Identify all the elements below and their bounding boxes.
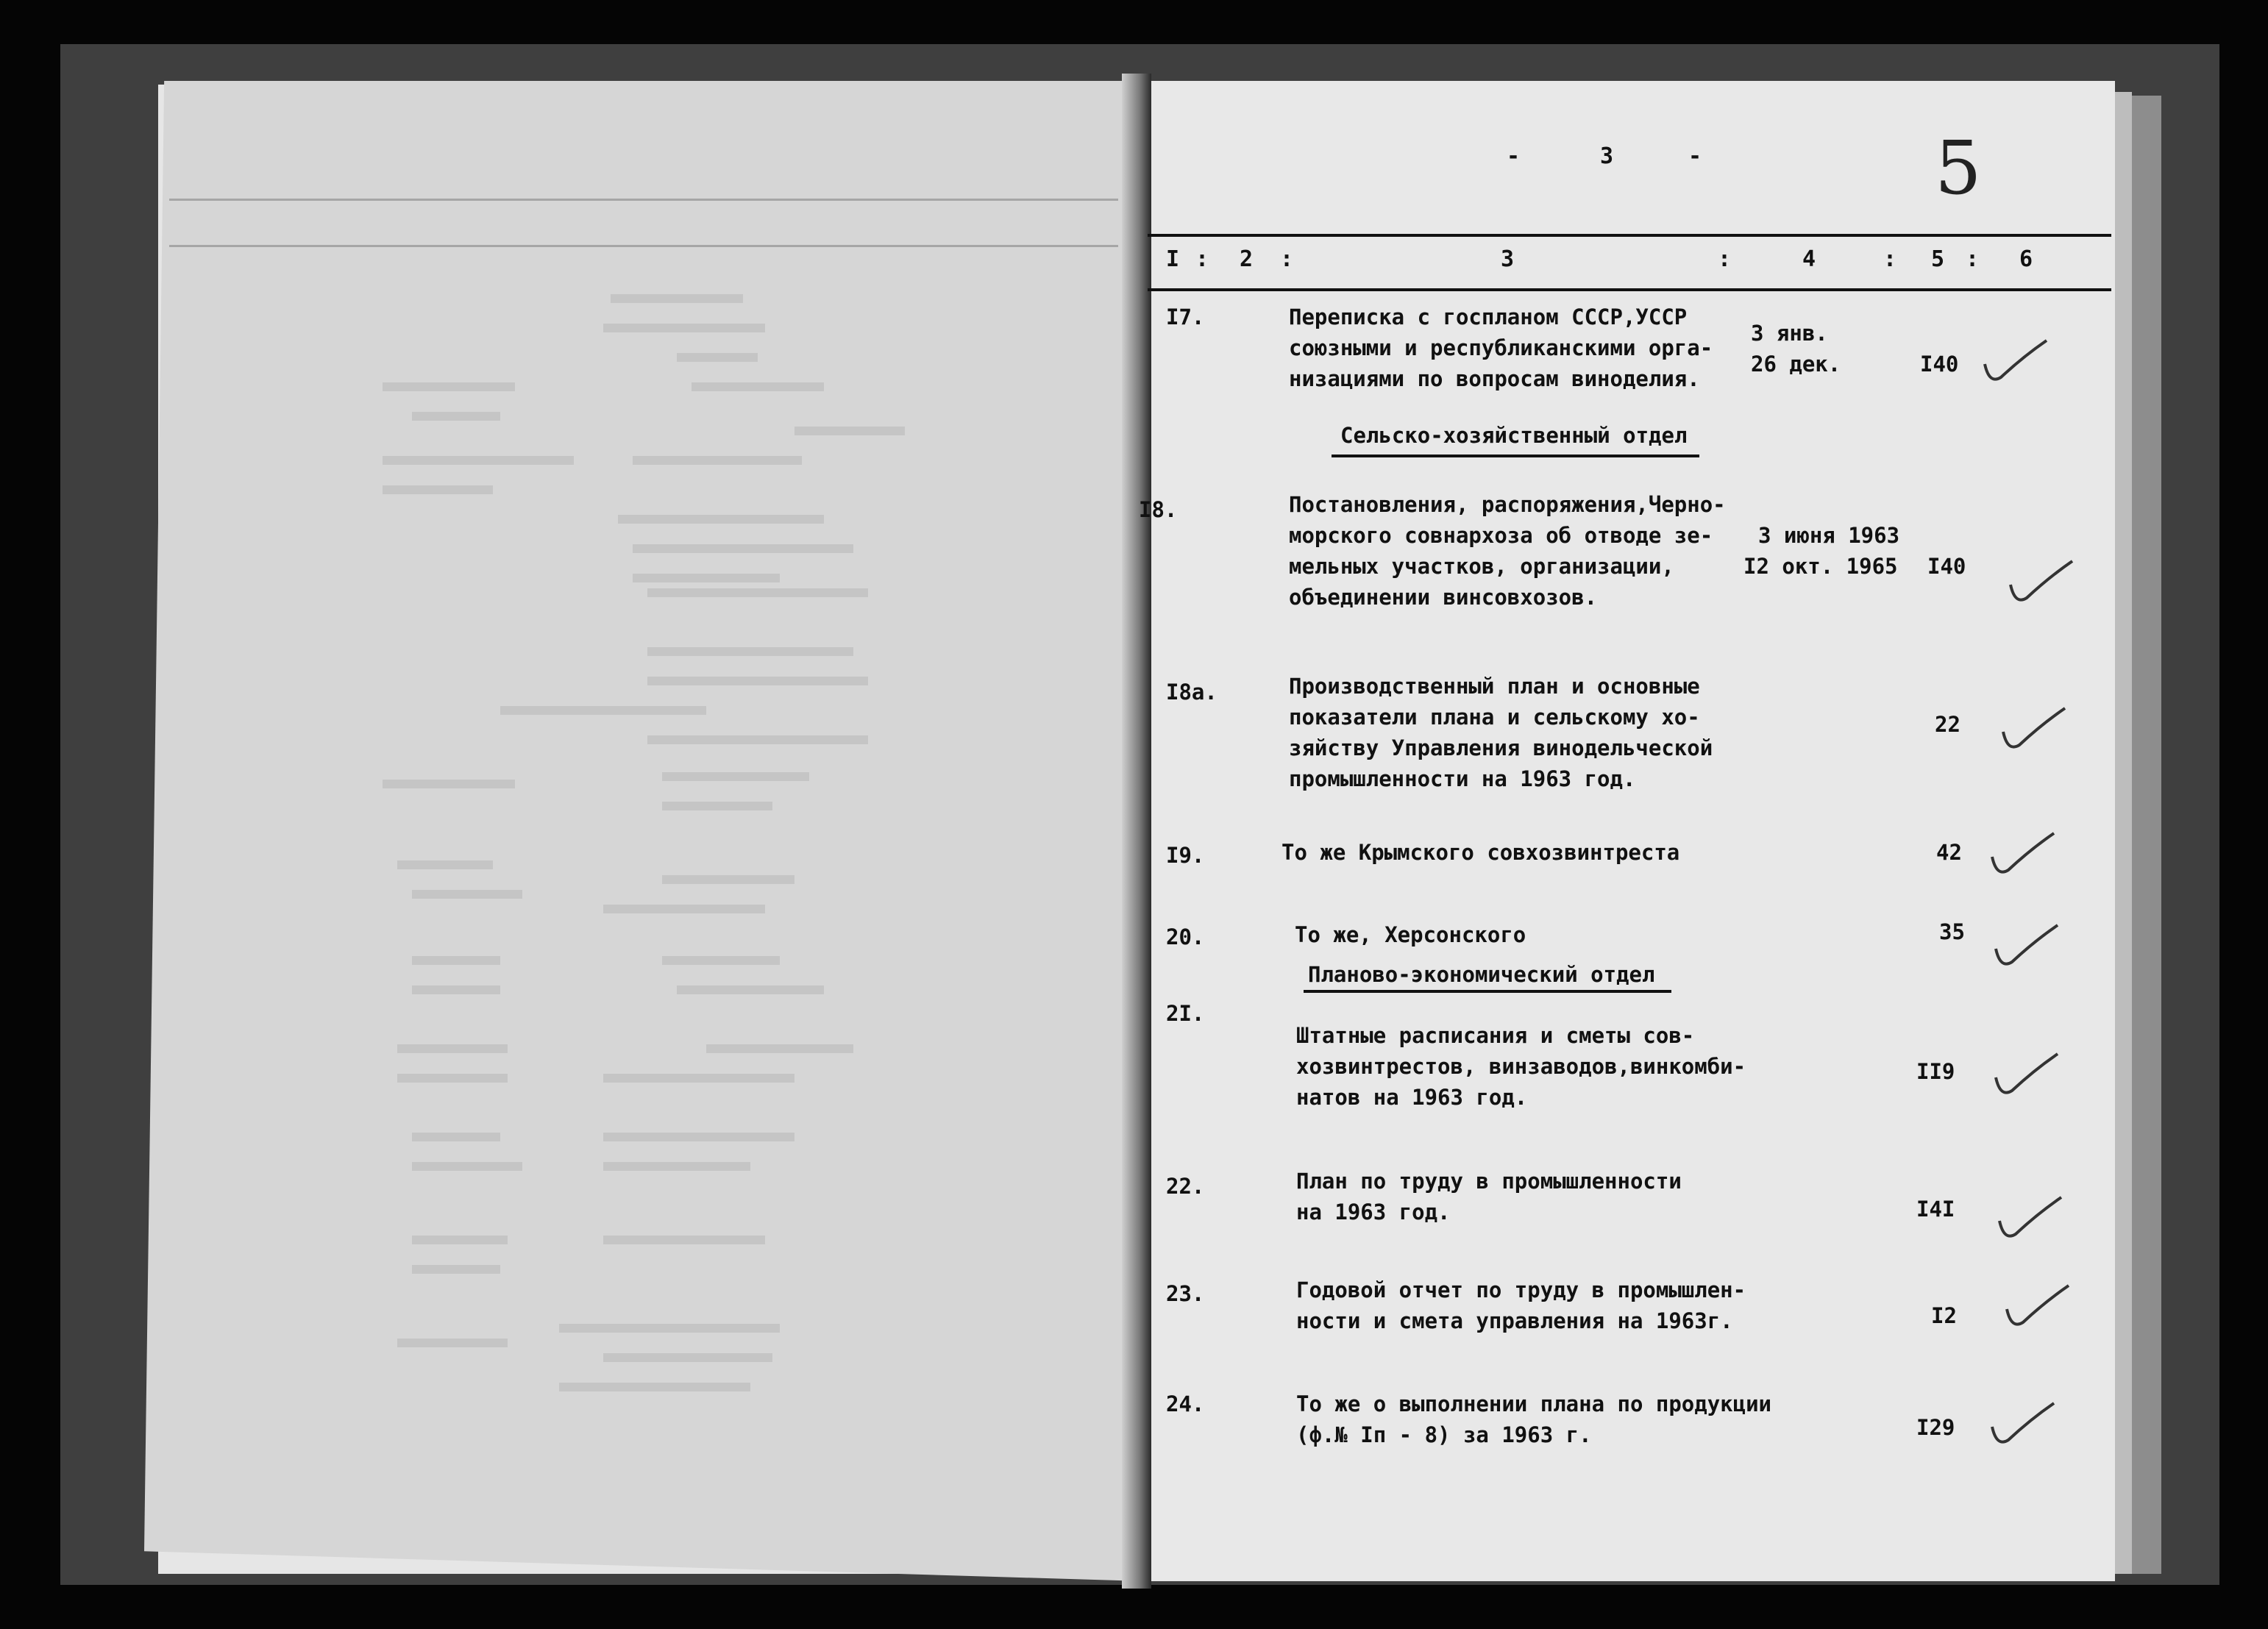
row-sheets: 35 — [1939, 919, 1965, 944]
checkmark-icon — [2005, 555, 2078, 607]
checkmark-icon — [1986, 1397, 2060, 1449]
left-page-ghost-header — [169, 199, 1118, 247]
row-title-line: морского совнархоза об отводе зе- — [1289, 523, 1713, 548]
row-num: I9. — [1166, 843, 1205, 868]
row-num: 2I. — [1166, 1001, 1205, 1026]
show-through-line — [647, 588, 868, 597]
show-through-line — [662, 772, 809, 781]
row-title-line: зяйству Управления винодельческой — [1289, 735, 1713, 760]
col-head-3: 3 — [1501, 246, 1515, 272]
page-number-dash-right: - — [1688, 143, 1702, 169]
row-title-line: хозвинтрестов, винзаводов,винкомби- — [1296, 1054, 1746, 1079]
show-through-line — [706, 1044, 853, 1053]
row-title-line: на 1963 год. — [1296, 1200, 1451, 1225]
show-through-line — [662, 802, 772, 810]
section-heading: Планово-экономический отдел — [1308, 962, 1655, 987]
section-underline — [1332, 455, 1699, 457]
row-title-line: промышленности на 1963 год. — [1289, 766, 1636, 791]
show-through-line — [383, 780, 515, 788]
row-num: 22. — [1166, 1174, 1205, 1199]
row-sheets: 22 — [1935, 712, 1960, 737]
row-title-line: План по труду в промышленности — [1296, 1169, 1682, 1194]
col-head-sep: : — [1280, 246, 1294, 272]
col-head-sep: : — [1195, 246, 1209, 272]
show-through-line — [633, 544, 853, 553]
show-through-line — [412, 985, 500, 994]
row-date: 3 янв. — [1751, 321, 1828, 346]
checkmark-icon — [1994, 1191, 2067, 1243]
show-through-line — [500, 706, 706, 715]
handwritten-sheet-number: 5 — [1935, 125, 1982, 211]
show-through-line — [611, 294, 743, 303]
col-head-sep: : — [1883, 246, 1897, 272]
row-title-line: Постановления, распоряжения,Черно- — [1289, 492, 1726, 517]
section-heading: Сельско-хозяйственный отдел — [1340, 423, 1688, 448]
show-through-line — [383, 456, 574, 465]
page-number: 3 — [1600, 143, 1614, 169]
row-num: I8. — [1139, 497, 1178, 522]
col-head-2: 2 — [1240, 246, 1254, 272]
show-through-line — [647, 677, 868, 685]
row-num: I8а. — [1166, 680, 1217, 705]
show-through-line — [559, 1383, 750, 1391]
show-through-line — [677, 985, 824, 994]
show-through-line — [794, 427, 905, 435]
row-date: 26 дек. — [1751, 352, 1841, 377]
col-head-4: 4 — [1802, 246, 1816, 272]
row-title-line: То же о выполнении плана по продукции — [1296, 1391, 1772, 1416]
row-sheets: I40 — [1920, 352, 1959, 377]
row-title-line: объединении винсовхозов. — [1289, 585, 1598, 610]
row-date: I2 окт. 1965 — [1743, 554, 1898, 579]
row-title-line: То же, Херсонского — [1295, 922, 1526, 947]
book-spine — [1122, 74, 1151, 1589]
show-through-line — [603, 905, 765, 913]
show-through-line — [412, 1133, 500, 1141]
row-date: 3 июня 1963 — [1758, 523, 1900, 548]
checkmark-icon — [1997, 702, 2071, 754]
show-through-line — [412, 1265, 500, 1274]
col-head-1: I — [1166, 246, 1180, 272]
checkmark-icon — [1990, 919, 2063, 971]
show-through-line — [662, 875, 794, 884]
row-sheets: I4I — [1916, 1197, 1955, 1222]
row-sheets: II9 — [1916, 1059, 1955, 1084]
show-through-line — [412, 890, 522, 899]
show-through-line — [397, 1074, 508, 1083]
row-sheets: I29 — [1916, 1415, 1955, 1440]
show-through-line — [647, 735, 868, 744]
show-through-line — [662, 956, 780, 965]
row-title-line: Штатные расписания и сметы сов- — [1296, 1023, 1695, 1048]
show-through-line — [383, 382, 515, 391]
checkmark-icon — [1986, 827, 2060, 879]
show-through-line — [397, 1044, 508, 1053]
page-number-dash-left: - — [1507, 143, 1521, 169]
row-title-line: Производственный план и основные — [1289, 674, 1700, 699]
show-through-line — [647, 647, 853, 656]
row-title-line: ности и смета управления на 1963г. — [1296, 1308, 1733, 1333]
col-head-5: 5 — [1931, 246, 1945, 272]
show-through-line — [412, 1236, 508, 1244]
section-underline — [1304, 990, 1671, 993]
row-num: 20. — [1166, 924, 1205, 949]
show-through-line — [677, 353, 758, 362]
show-through-line — [412, 1162, 522, 1171]
checkmark-icon — [1979, 335, 2052, 386]
col-head-sep: : — [1718, 246, 1732, 272]
header-rule-bottom — [1148, 288, 2111, 291]
show-through-line — [603, 1162, 750, 1171]
row-sheets: I2 — [1931, 1303, 1957, 1328]
row-title-line: То же Крымского совхозвинтреста — [1281, 840, 1680, 865]
row-title-line: Переписка с госпланом СССР,УССР — [1289, 304, 1688, 329]
show-through-line — [633, 574, 780, 582]
show-through-line — [603, 1353, 772, 1362]
show-through-line — [412, 412, 500, 421]
row-num: 23. — [1166, 1281, 1205, 1306]
col-head-6: 6 — [2019, 246, 2033, 272]
row-sheets: I40 — [1927, 554, 1966, 579]
row-title-line: показатели плана и сельскому хо- — [1289, 705, 1700, 730]
show-through-line — [603, 1074, 794, 1083]
show-through-line — [603, 1133, 794, 1141]
checkmark-icon — [1990, 1048, 2063, 1099]
show-through-line — [397, 860, 493, 869]
show-through-line — [383, 485, 493, 494]
row-num: I7. — [1166, 304, 1205, 329]
row-title-line: натов на 1963 год. — [1296, 1085, 1528, 1110]
show-through-line — [603, 324, 765, 332]
show-through-line — [618, 515, 824, 524]
row-title-line: союзными и республиканскими орга- — [1289, 335, 1713, 360]
show-through-line — [633, 456, 802, 465]
show-through-line — [397, 1339, 508, 1347]
row-title-line: Годовой отчет по труду в промышлен- — [1296, 1277, 1746, 1302]
col-head-sep: : — [1966, 246, 1980, 272]
row-title-line: мельных участков, организации, — [1289, 554, 1674, 579]
checkmark-icon — [2001, 1280, 2075, 1331]
header-rule-top — [1148, 234, 2111, 237]
row-sheets: 42 — [1936, 840, 1962, 865]
show-through-line — [692, 382, 824, 391]
show-through-line — [412, 956, 500, 965]
show-through-line — [559, 1324, 780, 1333]
row-title-line: (ф.№ Iп - 8) за 1963 г. — [1296, 1422, 1592, 1447]
show-through-line — [603, 1236, 765, 1244]
row-title-line: низациями по вопросам виноделия. — [1289, 366, 1700, 391]
row-num: 24. — [1166, 1391, 1205, 1416]
